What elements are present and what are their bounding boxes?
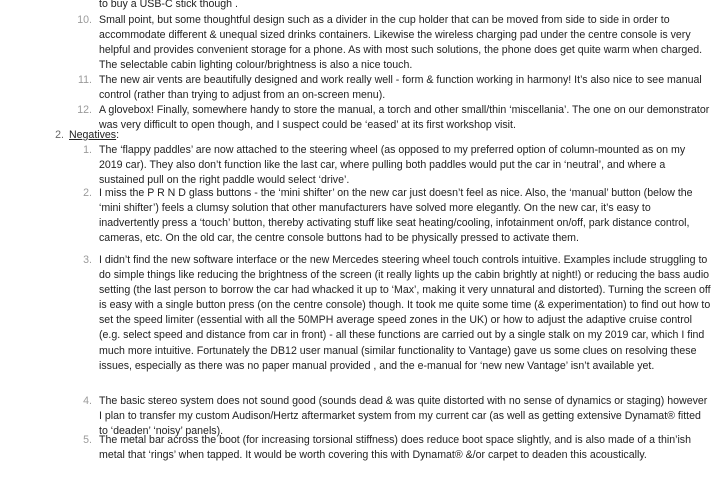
- list-item-number: 1.: [83, 144, 92, 156]
- list-item-text: The ‘flappy paddles’ are now attached to the steering wheel (as opposed to my preferred option of column-mounted as on my 2019 car). They also don’t function like the last car, where pulling both paddles would put the car in ‘neutral’, and where a sustained pull on the right paddle would select ‘drive’.: [99, 144, 686, 187]
- list-item-number: 11.: [78, 74, 92, 86]
- list-item-number: 12.: [77, 104, 92, 116]
- list-item-number: 2.: [83, 187, 92, 199]
- list-item-number: 3.: [83, 254, 92, 266]
- list-item-text: The new air vents are beautifully designed and work really well - form & function working in harmony! It’s also nice to see manual control (rather than trying to adjust from an on-screen menu).: [99, 74, 702, 102]
- section-label-colon: :: [116, 129, 120, 141]
- list-item-text: I miss the P R N D glass buttons - the ‘mini shifter’ on the new car just doesn’t feel as nice. Also, the ‘manual’ button (below the ‘mini shifter’) feels a clumsy solution that other manufacturers have solved more elegantly. On the new car, it’s easy to inadvertently press a ‘touch’ button, thereby activating stuff like seat heating/cooling, infotainment on/off, park distance control, cameras, etc. On the old car, the centre console buttons had to be physically pressed to activate them.: [99, 187, 693, 245]
- list-item-text: to buy a USB-C stick though .: [99, 0, 238, 10]
- list-item-number: 10.: [77, 14, 92, 26]
- list-item-text: Small point, but some thoughtful design such as a divider in the cup holder that can be moved from side to side in order to accommodate different & unequal sized drinks containers. Likewise the wireless charging pad under the centre console is very helpful and provides convenient storage for a phone. As with most such solutions, the phone does get quite warm when charged. The selectable cabin lighting colour/brightness is also a nice touch.: [99, 14, 703, 72]
- list-item-text: The basic stereo system does not sound good (sounds dead & was quite distorted with no sense of dynamics or staging) however I plan to transfer my custom Audison/Hertz aftermarket system from my current car (as well as getting extensive Dynamat® fitted to ‘deaden’ ‘noisy’ panels).: [99, 395, 708, 438]
- list-item-text: The metal bar across the boot (for increasing torsional stiffness) does reduce boot space slightly, and is also made of a thin’ish metal that ‘rings’ when tapped. It would be worth covering this with Dynamat® &/or carpet to deaden this acoustically.: [99, 434, 691, 462]
- section-heading-text: [69, 128, 269, 143]
- list-item-text: A glovebox! Finally, somewhere handy to store the manual, a torch and other small/thin ‘miscellania’. The one on our demonstrator was very difficult to open though, and I suspect could be ‘eased’ at its first workshop visit.: [99, 104, 710, 132]
- section-label: Negatives: [69, 129, 117, 141]
- list-item-number: 5.: [83, 434, 92, 446]
- section-number: 2.: [55, 129, 64, 141]
- list-item-number: 4.: [83, 395, 92, 407]
- list-item-text: I didn’t find the new software interface or the new Mercedes steering wheel touch controls intuitive. Examples include struggling to do simple things like reducing the brightness of the screen (it really lights up the cabin brightly at night!) or reducing the bass audio setting (the last person to borrow the car had whacked it up to ‘Max’, making it very unnatural and distorted). Turning the screen off is easy with a single button press (on the centre console) though. It took me quite some time (& experimentation) to find out how to set the speed limiter (essential with all the 50MPH average speed zones in the UK) or how to adjust the adaptive cruise control (e.g. select speed and distance from car in front) - all these functions are carried out by a single stalk on my 2019 car, which I find much more intuitive. Fortunately the DB12 user manual (similar functionality to Vantage) gave us some clues on resolving these issues, especially as there was no paper manual provided , and the e-manual for ‘new new Vantage’ isn’t available yet.: [99, 254, 711, 372]
